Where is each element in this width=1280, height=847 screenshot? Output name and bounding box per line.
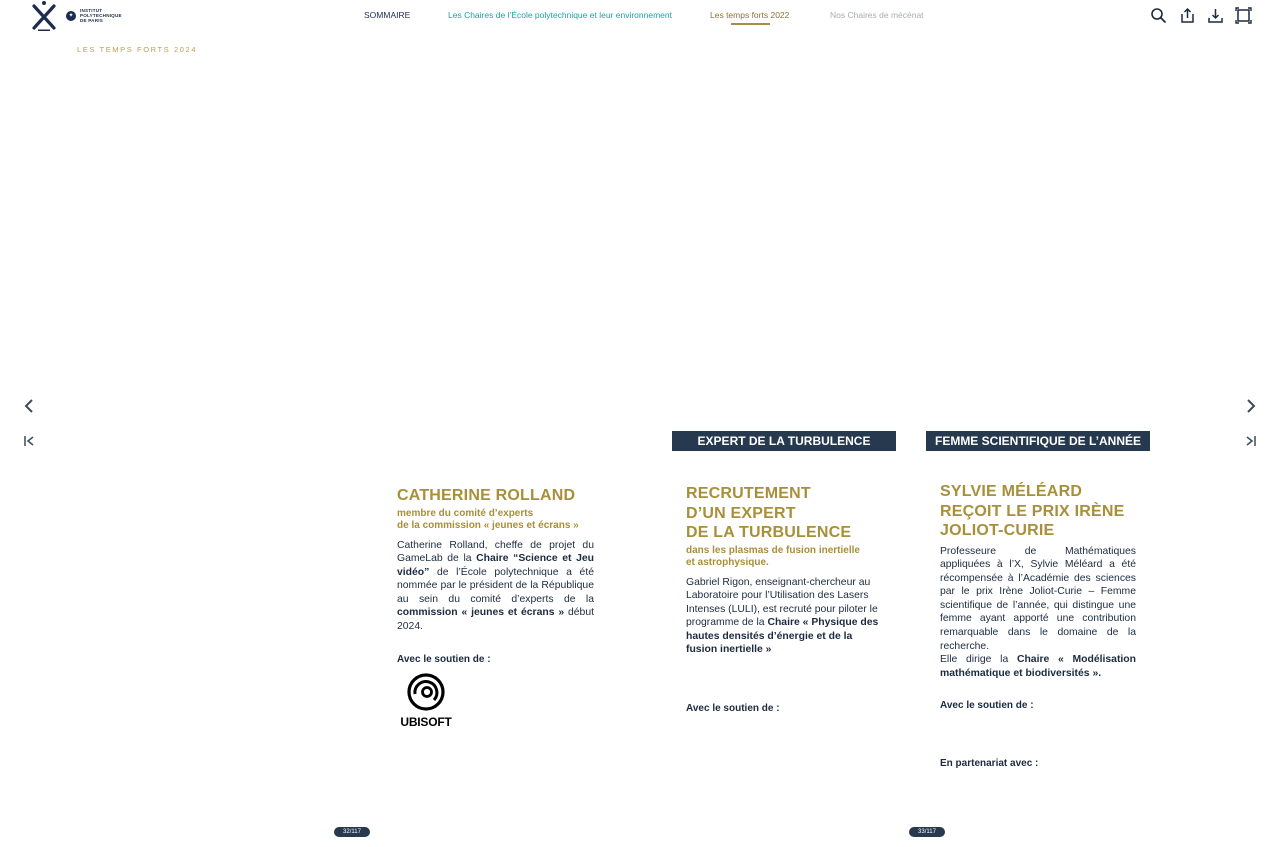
body-text: début 2024. <box>397 607 594 633</box>
article-subtitle-line-1: membre du comité d’experts <box>397 507 534 519</box>
article-subtitle-line-2: de la commission « jeunes et écrans » <box>397 520 579 531</box>
ubisoft-logo <box>397 672 455 729</box>
article-title: CATHERINE ROLLAND <box>397 487 576 504</box>
ubisoft-swirl-icon <box>406 672 446 712</box>
article-sylvie-meleard <box>940 482 1136 769</box>
body-highlight: commission « jeunes et écrans » <box>397 607 565 619</box>
polytechnique-logo[interactable] <box>30 0 58 32</box>
section-banner-turbulence: EXPERT DE LA TURBULENCE <box>672 431 896 451</box>
ubisoft-logo-text: UBISOFT <box>400 714 452 729</box>
page-number-left: 32/117 <box>334 827 370 837</box>
nav-chaires-environnement[interactable]: Les Chaires de l’École polytechnique et leur environnement <box>448 10 672 20</box>
article-title-line-3: DE LA TURBULENCE <box>686 524 852 541</box>
article-catherine-rolland <box>397 486 594 729</box>
share-icon[interactable] <box>1179 7 1196 24</box>
article-body <box>397 539 594 634</box>
ipp-logo-text: INSTITUT POLYTECHNIQUE DE PARIS <box>80 8 122 23</box>
article-recrutement-expert <box>686 484 883 714</box>
article-subtitle-line-1: dans les plasmas de fusion inertielle <box>686 544 860 556</box>
body-highlight: Chaire “Science et Jeu vidéo” <box>397 553 594 578</box>
article-subtitle-line-2: et astrophysique. <box>686 557 769 568</box>
last-page-arrow[interactable] <box>1244 434 1258 453</box>
next-page-arrow[interactable] <box>1244 398 1258 419</box>
article-title-line-2: REÇOIT LE PRIX IRÈNE <box>940 502 1125 520</box>
article-title-line-1: RECRUTEMENT <box>686 485 811 502</box>
download-icon[interactable] <box>1207 7 1224 24</box>
article-body: Professeure de Mathématiques appliquées à l’X, Sylvie Méléard a été récompensée à l’Académie des sciences par le prix Irène Joliot-Curie – Femme scientifique de l’année, qui distingue une femme ayant apporté une contribution remarquable dans le domaine de la recherche. <box>940 545 1136 652</box>
first-page-arrow[interactable] <box>22 434 36 453</box>
fullscreen-icon[interactable] <box>1235 7 1252 24</box>
article-body <box>686 576 883 658</box>
body-text: Gabriel Rigon, enseignant-chercheur au Laboratoire pour l’Utilisation des Lasers Intenses (LULI), est recruté pour piloter le programme de la <box>686 576 878 629</box>
nav-sommaire[interactable]: SOMMAIRE <box>364 10 411 20</box>
nav-temps-forts[interactable]: Les temps forts 2022 <box>710 10 790 20</box>
article-title-line-1: SYLVIE MÉLÉARD <box>940 483 1083 500</box>
support-label: Avec le soutien de : <box>686 703 780 715</box>
article-body-direction <box>940 653 1136 680</box>
ipp-emblem-icon: ✦ <box>66 11 76 21</box>
article-title-line-3: JOLIOT-CURIE <box>940 522 1055 539</box>
page-number-right: 33/117 <box>909 827 945 837</box>
support-label: Avec le soutien de : <box>940 700 1034 712</box>
body-text: Elle dirige la <box>940 654 1017 666</box>
support-label: Avec le soutien de : <box>397 653 491 665</box>
body-text: Catherine Rolland, cheffe de projet du GameLab de la <box>397 539 594 565</box>
search-icon[interactable] <box>1150 7 1167 24</box>
body-highlight: Chaire « Modélisation mathématique et biodiversités ». <box>940 654 1136 679</box>
page-kicker: LES TEMPS FORTS 2024 <box>77 45 198 54</box>
nav-chaires-mecenat[interactable]: Nos Chaires de mécénat <box>830 10 924 20</box>
prev-page-arrow[interactable] <box>22 398 36 419</box>
partner-label: En partenariat avec : <box>940 758 1039 770</box>
nav-active-indicator <box>731 23 770 25</box>
ipp-logo <box>66 8 122 23</box>
section-banner-femme-scientifique: FEMME SCIENTIFIQUE DE L’ANNÉE <box>926 431 1150 451</box>
body-text: de l’École polytechnique a été nommée par le président de la République au sein du comité d’experts de la <box>397 566 594 605</box>
body-highlight: Chaire « Physique des hautes densités d’énergie et de la fusion inertielle » <box>686 617 879 656</box>
article-title-line-2: D’UN EXPERT <box>686 504 796 522</box>
